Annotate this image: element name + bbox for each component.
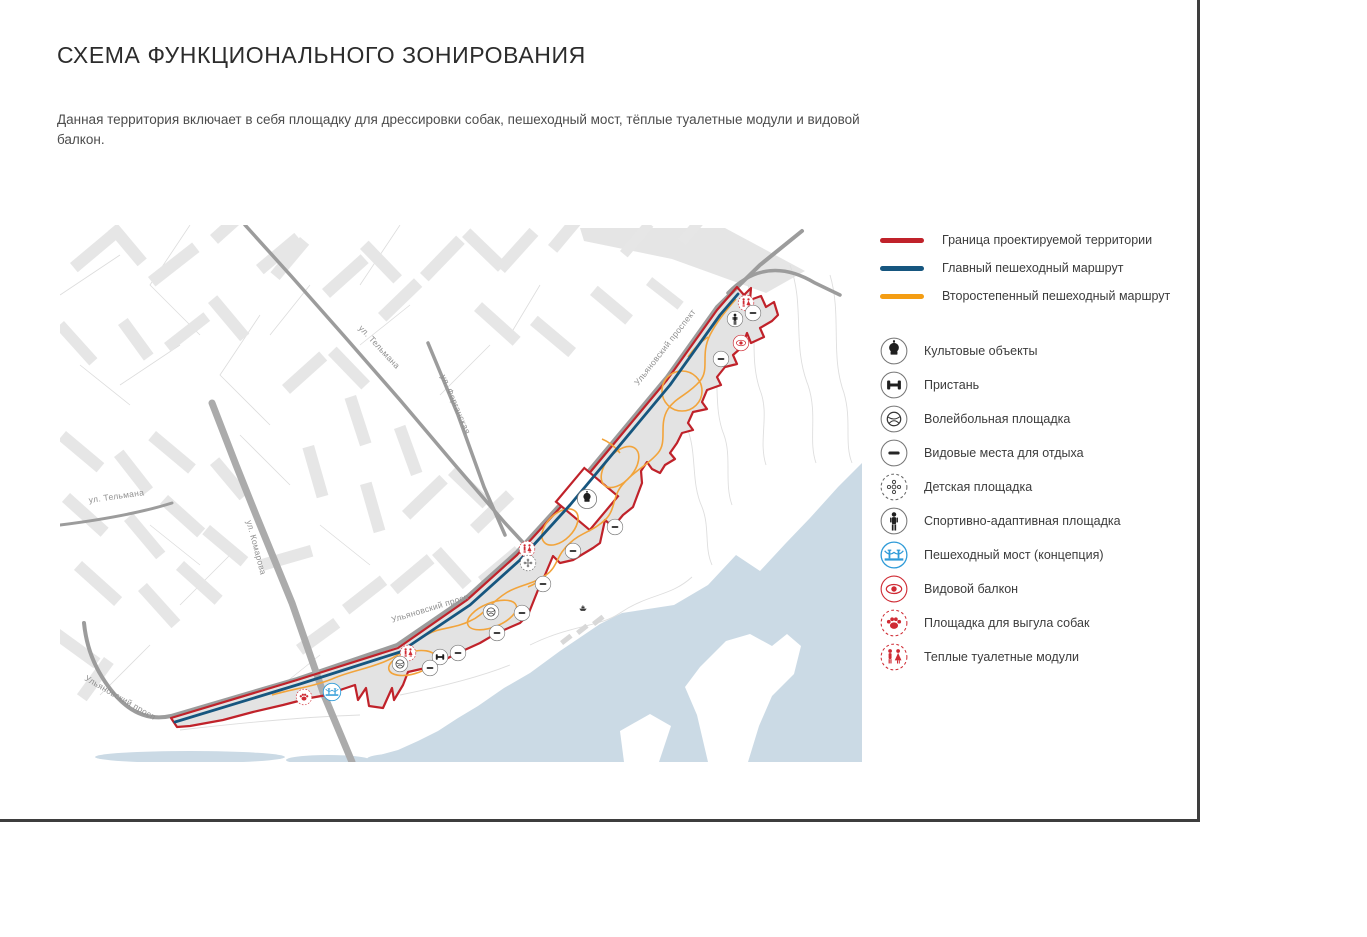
map-marker-viewpoint-icon (535, 576, 552, 593)
viewpoint-icon (422, 660, 439, 677)
playground-icon (520, 555, 537, 572)
volleyball-icon (392, 656, 409, 673)
viewpoint-icon (450, 645, 467, 662)
legend-icon-item (880, 541, 1185, 570)
page-description: Данная территория включает в себя площадку для дрессировки собак, пешеходный мост, тёплые туалетные модули и видовой балкон. (57, 111, 860, 147)
map-marker-volleyball-icon (483, 604, 500, 621)
viewpoint-icon (607, 519, 624, 536)
toilet-icon (880, 643, 908, 671)
legend-icon-label: Спортивно-адаптивная площадка (924, 513, 1121, 528)
legend-line-item (880, 288, 1185, 305)
sport-adaptive-icon (727, 311, 744, 328)
legend-icon-label: Видовые места для отдыха (924, 445, 1084, 460)
legend-icon-item (880, 609, 1185, 638)
map-marker-viewpoint-icon (422, 660, 439, 677)
legend-icon-label: Видовой балкон (924, 581, 1019, 596)
cult-object-icon (880, 337, 908, 365)
map-marker-viewpoint-icon (450, 645, 467, 662)
viewpoint-icon (514, 605, 531, 622)
slide-right-border (1197, 0, 1200, 821)
map-markers-layer (60, 225, 862, 762)
legend-icon-label: Детская площадка (924, 479, 1033, 494)
street-label: Ульяновский проспект (632, 307, 698, 388)
legend-line-label: Второстепенный пешеходный маршрут (942, 288, 1171, 303)
legend-line-label: Главный пешеходный маршрут (942, 260, 1124, 275)
viewpoint-icon (745, 305, 762, 322)
legend-icon-label: Волейбольная площадка (924, 411, 1071, 426)
cult-object-icon (577, 489, 598, 510)
legend-icon-item (880, 337, 1185, 366)
map-marker-viewpoint-icon (713, 351, 730, 368)
dog-walking-icon (880, 609, 908, 637)
map-marker-playground-icon (520, 555, 537, 572)
sport-adaptive-icon (880, 507, 908, 535)
volleyball-icon (880, 405, 908, 433)
legend-icon-label: Теплые туалетные модули (924, 649, 1079, 664)
zoning-map (60, 225, 862, 762)
legend-icon-item (880, 643, 1185, 672)
street-label: ул. Комарова (244, 519, 269, 576)
legend-icon-item (880, 405, 1185, 434)
map-marker-viewpoint-icon (607, 519, 624, 536)
boundary-line-swatch (880, 238, 924, 243)
map-marker-viewpoint-icon (514, 605, 531, 622)
legend-line-entries (880, 232, 1185, 305)
map-marker-balcony-icon (733, 335, 750, 352)
legend-line-label: Граница проектируемой территории (942, 233, 1153, 247)
viewpoint-icon (880, 439, 908, 467)
balcony-icon (880, 575, 908, 603)
map-marker-viewpoint-icon (745, 305, 762, 322)
boat-icon (577, 602, 590, 615)
volleyball-icon (483, 604, 500, 621)
legend-icon-item (880, 439, 1185, 468)
main-route-swatch (880, 266, 924, 271)
legend-icon-item (880, 575, 1185, 604)
page-title: СХЕМА ФУНКЦИОНАЛЬНОГО ЗОНИРОВАНИЯ (57, 42, 586, 69)
street-label: Ульяновский просп (83, 673, 158, 722)
secondary-route-swatch (880, 294, 924, 299)
legend-icon-item (880, 507, 1185, 536)
viewpoint-icon (713, 351, 730, 368)
bridge-icon (323, 683, 342, 702)
legend-icon-item (880, 371, 1185, 400)
viewpoint-icon (489, 625, 506, 642)
map-marker-viewpoint-icon (489, 625, 506, 642)
playground-icon (880, 473, 908, 501)
balcony-icon (733, 335, 750, 352)
map-marker-volleyball-icon (392, 656, 409, 673)
legend-icon-label: Культовые объекты (924, 343, 1038, 358)
legend-icon-label: Пешеходный мост (концепция) (924, 547, 1104, 562)
legend-icon-entries (880, 337, 1185, 672)
street-label: Ульяновский просп (390, 591, 470, 625)
map-marker-dog-walking-icon (296, 689, 313, 706)
pier-icon (880, 371, 908, 399)
map-marker-viewpoint-icon (565, 543, 582, 560)
viewpoint-icon (535, 576, 552, 593)
map-marker-bridge-icon (323, 683, 342, 702)
legend-line-item (880, 232, 1185, 249)
legend (880, 232, 1185, 677)
street-label: ул. Тельмана (356, 323, 403, 371)
legend-icon-label: Площадка для выгула собак (924, 615, 1090, 630)
map-marker-boat-icon (577, 602, 590, 615)
bridge-icon (880, 541, 908, 569)
map-marker-cult-object-icon (577, 489, 598, 510)
slide-bottom-border (0, 819, 1200, 822)
legend-icon-label: Пристань (924, 377, 980, 392)
street-label: ул. Ферганская (438, 373, 473, 436)
legend-line-item (880, 260, 1185, 277)
dog-walking-icon (296, 689, 313, 706)
viewpoint-icon (565, 543, 582, 560)
street-label: ул. Тельмана (88, 487, 145, 505)
legend-icon-item (880, 473, 1185, 502)
map-marker-sport-adaptive-icon (727, 311, 744, 328)
